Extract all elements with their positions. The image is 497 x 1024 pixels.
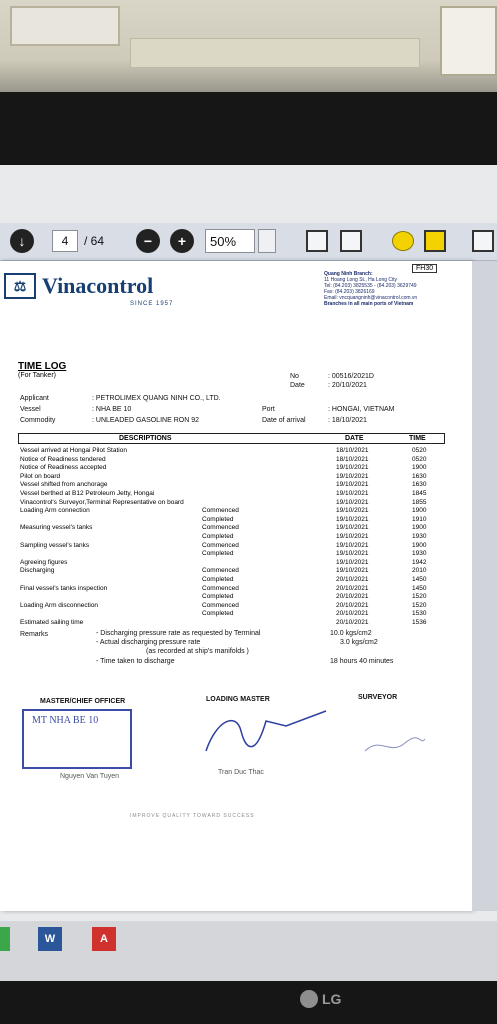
chevron-down-icon bbox=[258, 229, 276, 253]
cell-time: 1630 bbox=[412, 481, 427, 489]
cell-sub: Completed bbox=[202, 532, 234, 540]
arrow-down-icon: ↓ bbox=[10, 229, 34, 253]
cell-date: 19/10/2021 bbox=[336, 558, 369, 566]
branch-info: Quang Ninh Branch: 11 Hoang Long St., Ha Long City Tel: (84.203) 3825535 - (84.203) 3629749 Fax: (84.203) 3826169 Email: vncquangninh@vinacontrol.com.vn Branches in all main ports of Vietnam bbox=[324, 271, 418, 307]
doc-title: TIME LOG bbox=[18, 361, 67, 372]
table-row bbox=[18, 576, 448, 585]
cell-desc: Notice of Readiness accepted bbox=[20, 464, 107, 472]
cell-time: 1900 bbox=[412, 524, 427, 532]
cell-sub: Commenced bbox=[202, 524, 239, 532]
pdf-toolbar bbox=[0, 223, 497, 261]
table-row bbox=[18, 602, 448, 611]
cell-date: 20/10/2021 bbox=[336, 610, 369, 618]
cell-time: 1900 bbox=[412, 541, 427, 549]
page-number-input[interactable]: 4 bbox=[52, 229, 78, 253]
table-row bbox=[18, 550, 448, 559]
cell-date: 19/10/2021 bbox=[336, 498, 369, 506]
cell-time: 1520 bbox=[412, 593, 427, 601]
page-total: / 64 bbox=[84, 234, 105, 248]
cell-date: 19/10/2021 bbox=[336, 464, 369, 472]
comment-icon bbox=[392, 231, 414, 251]
vessel-stamp: MT NHA BE 10 bbox=[22, 709, 132, 769]
cell-date: 20/10/2021 bbox=[336, 584, 369, 592]
cell-time: 1855 bbox=[412, 498, 427, 506]
highlight-icon bbox=[424, 230, 446, 252]
cell-desc: Discharging bbox=[20, 567, 55, 575]
cell-date: 20/10/2021 bbox=[336, 601, 369, 609]
wall-banner bbox=[130, 38, 420, 68]
fit-page-button[interactable] bbox=[306, 229, 328, 253]
cell-sub: Commenced bbox=[202, 584, 239, 592]
table-header: DESCRIPTIONS DATE TIME bbox=[18, 433, 445, 444]
cell-time: 1450 bbox=[412, 575, 427, 583]
table-row bbox=[18, 524, 448, 533]
table-row bbox=[18, 533, 448, 542]
zoom-in-button[interactable] bbox=[170, 229, 194, 253]
zoom-input[interactable]: 50% bbox=[205, 229, 255, 253]
cell-date: 20/10/2021 bbox=[336, 575, 369, 583]
fit-width-button[interactable] bbox=[340, 229, 362, 253]
signature-loading-master bbox=[196, 701, 336, 761]
cell-sub: Commenced bbox=[202, 567, 239, 575]
cell-time: 1845 bbox=[412, 489, 427, 497]
cell-time: 1530 bbox=[412, 610, 427, 618]
expand-icon bbox=[472, 230, 494, 252]
table-row bbox=[18, 464, 448, 473]
cell-time: 2010 bbox=[412, 567, 427, 575]
acrobat-icon[interactable]: A bbox=[92, 927, 116, 951]
table-row bbox=[18, 610, 448, 619]
company-logo: ⚖ Vinacontrol bbox=[4, 273, 153, 299]
cell-sub: Completed bbox=[202, 593, 234, 601]
cell-time: 1520 bbox=[412, 601, 427, 609]
cell-time: 0520 bbox=[412, 455, 427, 463]
pdf-page: ⚖ Vinacontrol SINCE 1957 FH30 Quang Ninh Branch: 11 Hoang Long St., Ha Long City Tel: (84.203) 3825535 - (84.203) 3629749 Fax: (84.203) 3826169 Email: vncquangninh@vinacontrol.com.vn Branches in all main ports of Vietnam TIME LOG (For Tanker) No : 00516/2021D Date : 20/10/2021 Applicant : PETROLIMEX QUANG NINH CO., LTD. Vessel : NHA BE 10 Port : HONGAI, VIETNAM Commodity : UNLEADED GASOLINE RON 92 Date of arrival : 18/10/2021 DESCRIPTIONS DATE TIME Vessel arrived at Hongai Pilot Station 18/10/2021 0520 Notice of Readiness tendered 18/10/2021 0520 Notice of Readiness accepted 19/10/2021 1900 Pilot on board 19/10/2021 1630 Vessel shifted from anchorage 19/10/2021 1630 Vessel berthed at B12 Petroleum Jetty, Hongai 19/10/2021 1845 Vinacontrol's Surveyor,Terminal Representative on board 19/10/2021 1855 Loading Arm connection Commenced 19/10/2021 1900 Completed 19/10/2021 1910 Measuring vessel's tanks Commenced 19/10/2021 1900 Completed 19/10/2021 1930 Sampling vessel's tanks Commenced 19/10/2021 1900 Completed 19/10/2021 1930 Agreeing figures 19/10/2021 1942 Discharging Commenced 19/10/2021 2010 Completed 20/10/2021 1450 Final vessel's tanks inspection Commenced 20/10/2021 1450 Completed 20/10/2021 1520 Loading Arm disconnection Commenced 20/10/2021 1520 Completed 20/10/2021 1530 Estimated sailing time 20/10/2021 1536 Remarks - Discharging pressure rate as requested by Terminal 10.0 kgs/cm2 - Actual discharging pressure rate 3.0 kgs/cm2 (as recorded at ship's manifolds ) - Time taken to discharge 18 hours 40 minutes MASTER/CHIEF OFFICER LOADING MASTER SURVEYOR MT NHA BE 10 Nguyen Van Tuyen Tran Duc Thac IMPROVE QUALITY TOWARD SUCCESS bbox=[0, 261, 472, 911]
cell-date: 19/10/2021 bbox=[336, 489, 369, 497]
fit-width-icon bbox=[340, 230, 362, 252]
cell-sub: Completed bbox=[202, 610, 234, 618]
table-row bbox=[18, 499, 448, 508]
table-row bbox=[18, 456, 448, 465]
cell-time: 1900 bbox=[412, 507, 427, 515]
table-row bbox=[18, 593, 448, 602]
highlight-button[interactable] bbox=[424, 229, 446, 253]
table-row bbox=[18, 507, 448, 516]
cell-desc: Agreeing figures bbox=[20, 558, 68, 566]
monitor-screen bbox=[0, 165, 497, 965]
cell-date: 20/10/2021 bbox=[336, 593, 369, 601]
cell-desc: Final vessel's tanks inspection bbox=[20, 584, 108, 592]
cell-date: 19/10/2021 bbox=[336, 567, 369, 575]
plus-icon: + bbox=[170, 229, 194, 253]
next-page-button[interactable] bbox=[10, 229, 34, 253]
cell-desc: Vessel arrived at Hongai Pilot Station bbox=[20, 447, 127, 454]
zoom-out-button[interactable] bbox=[136, 229, 160, 253]
cell-time: 1930 bbox=[412, 550, 427, 558]
word-icon[interactable]: W bbox=[38, 927, 62, 951]
cell-sub: Completed bbox=[202, 575, 234, 583]
cell-time: 1536 bbox=[412, 618, 427, 626]
table-row bbox=[18, 567, 448, 576]
table-row bbox=[18, 481, 448, 490]
cell-desc: Sampling vessel's tanks bbox=[20, 541, 90, 549]
cell-date: 19/10/2021 bbox=[336, 472, 369, 480]
cell-date: 20/10/2021 bbox=[336, 618, 369, 626]
cell-desc: Estimated sailing time bbox=[20, 618, 84, 626]
cell-time: 1942 bbox=[412, 558, 427, 566]
cell-time: 1450 bbox=[412, 584, 427, 592]
cell-date: 19/10/2021 bbox=[336, 524, 369, 532]
cell-date: 18/10/2021 bbox=[336, 455, 369, 463]
doc-subtitle: (For Tanker) bbox=[18, 372, 56, 379]
cell-date: 19/10/2021 bbox=[336, 541, 369, 549]
scales-icon: ⚖ bbox=[4, 273, 36, 299]
cell-sub: Commenced bbox=[202, 601, 239, 609]
cell-date: 19/10/2021 bbox=[336, 515, 369, 523]
table-row bbox=[18, 490, 448, 499]
window-left bbox=[10, 6, 120, 46]
cell-date: 18/10/2021 bbox=[336, 447, 369, 454]
cell-sub: Commenced bbox=[202, 541, 239, 549]
cell-desc: Notice of Readiness tendered bbox=[20, 455, 106, 463]
taskbar bbox=[0, 921, 497, 981]
minus-icon: − bbox=[136, 229, 160, 253]
cell-desc: Vinacontrol's Surveyor,Terminal Representative on board bbox=[20, 498, 184, 506]
zoom-dropdown[interactable] bbox=[258, 229, 276, 253]
table-row bbox=[18, 559, 448, 568]
table-row bbox=[18, 447, 448, 456]
cell-time: 0520 bbox=[412, 447, 427, 454]
monitor-brand-logo: LG bbox=[300, 990, 341, 1008]
cell-date: 19/10/2021 bbox=[336, 550, 369, 558]
lg-logo-icon bbox=[300, 990, 318, 1008]
cell-desc: Vessel berthed at B12 Petroleum Jetty, Hongai bbox=[20, 489, 155, 497]
signature-surveyor bbox=[360, 731, 430, 761]
cell-time: 1930 bbox=[412, 532, 427, 540]
table-row bbox=[18, 473, 448, 482]
cell-time: 1630 bbox=[412, 472, 427, 480]
window-right bbox=[440, 6, 497, 76]
cell-desc: Vessel shifted from anchorage bbox=[20, 481, 108, 489]
cell-date: 19/10/2021 bbox=[336, 481, 369, 489]
cell-sub: Completed bbox=[202, 515, 234, 523]
cell-date: 19/10/2021 bbox=[336, 532, 369, 540]
cell-desc: Loading Arm disconnection bbox=[20, 601, 99, 609]
cell-date: 19/10/2021 bbox=[336, 507, 369, 515]
cell-desc: Pilot on board bbox=[20, 472, 61, 480]
table-row bbox=[18, 516, 448, 525]
cell-desc: Measuring vessel's tanks bbox=[20, 524, 93, 532]
table-row bbox=[18, 585, 448, 594]
cell-sub: Commenced bbox=[202, 507, 239, 515]
comment-button[interactable] bbox=[392, 229, 414, 253]
cell-time: 1910 bbox=[412, 515, 427, 523]
table-row bbox=[18, 619, 448, 628]
time-log-table bbox=[18, 447, 448, 627]
fit-page-icon bbox=[306, 230, 328, 252]
scrollbar-pane[interactable] bbox=[472, 261, 497, 911]
cell-time: 1900 bbox=[412, 464, 427, 472]
cell-sub: Completed bbox=[202, 550, 234, 558]
excel-icon[interactable] bbox=[0, 927, 10, 951]
table-row bbox=[18, 542, 448, 551]
cell-desc: Loading Arm connection bbox=[20, 507, 90, 515]
background-room bbox=[0, 0, 497, 100]
expand-button[interactable] bbox=[472, 229, 494, 253]
